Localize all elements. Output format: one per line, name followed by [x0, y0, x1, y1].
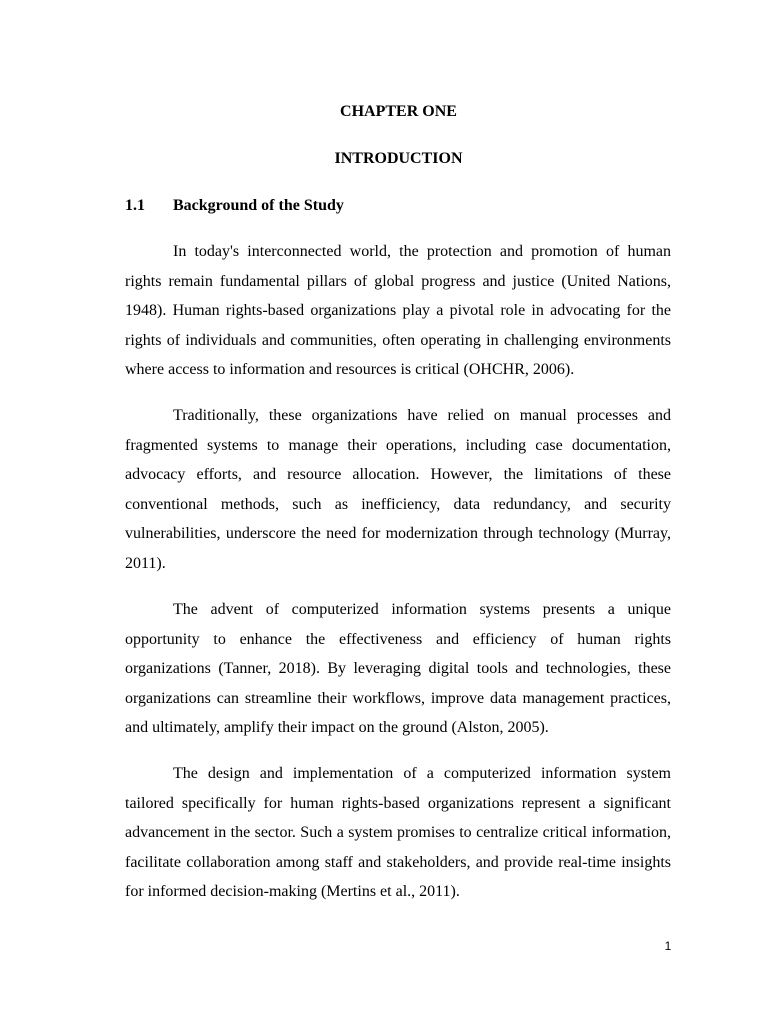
section-heading — [125, 194, 344, 218]
paragraph-text: In today's interconnected world, the protection and promotion of human rights remain fundamental pillars of global progress and justice (United Nations, 1948). Human rights-based organizations play a pivotal role in advocating for the rights of individuals and communities, often operating in challenging environments where access to information and resources is critical (OHCHR, 2006). — [125, 243, 671, 378]
paragraph-text: The advent of computerized information systems presents a unique opportunity to enhance the effectiveness and efficiency of human rights organizations (Tanner, 2018). By leveraging digital tools and technologies, these organizations can streamline their workflows, improve data management practices, and ultimately, amplify their impact on the ground (Alston, 2005). — [125, 601, 671, 736]
paragraph-text: The design and implementation of a computerized information system tailored specifically for human rights-based organizations represent a significant advancement in the sector. Such a system promises to centralize critical information, facilitate collaboration among staff and stakeholders, and provide real-time insights for informed decision-making (Mertins et al., 2011). — [125, 765, 671, 900]
chapter-title: INTRODUCTION — [334, 150, 463, 167]
body-paragraph — [125, 237, 671, 385]
section-title: Background of the Study — [173, 197, 344, 214]
paragraph-text: Traditionally, these organizations have relied on manual processes and fragmented systems to manage their operations, including case documentation, advocacy efforts, and resource allocation. However, the limitations of these conventional methods, such as inefficiency, data redundancy, and security vulnerabilities, underscore the need for modernization through technology (Murray, 2011). — [125, 407, 671, 572]
page-number: 1 — [664, 939, 672, 953]
body-paragraph — [125, 595, 671, 743]
chapter-label: CHAPTER ONE — [340, 103, 457, 120]
body-paragraph — [125, 401, 671, 578]
body-paragraph — [125, 759, 671, 907]
section-number: 1.1 — [125, 197, 145, 214]
